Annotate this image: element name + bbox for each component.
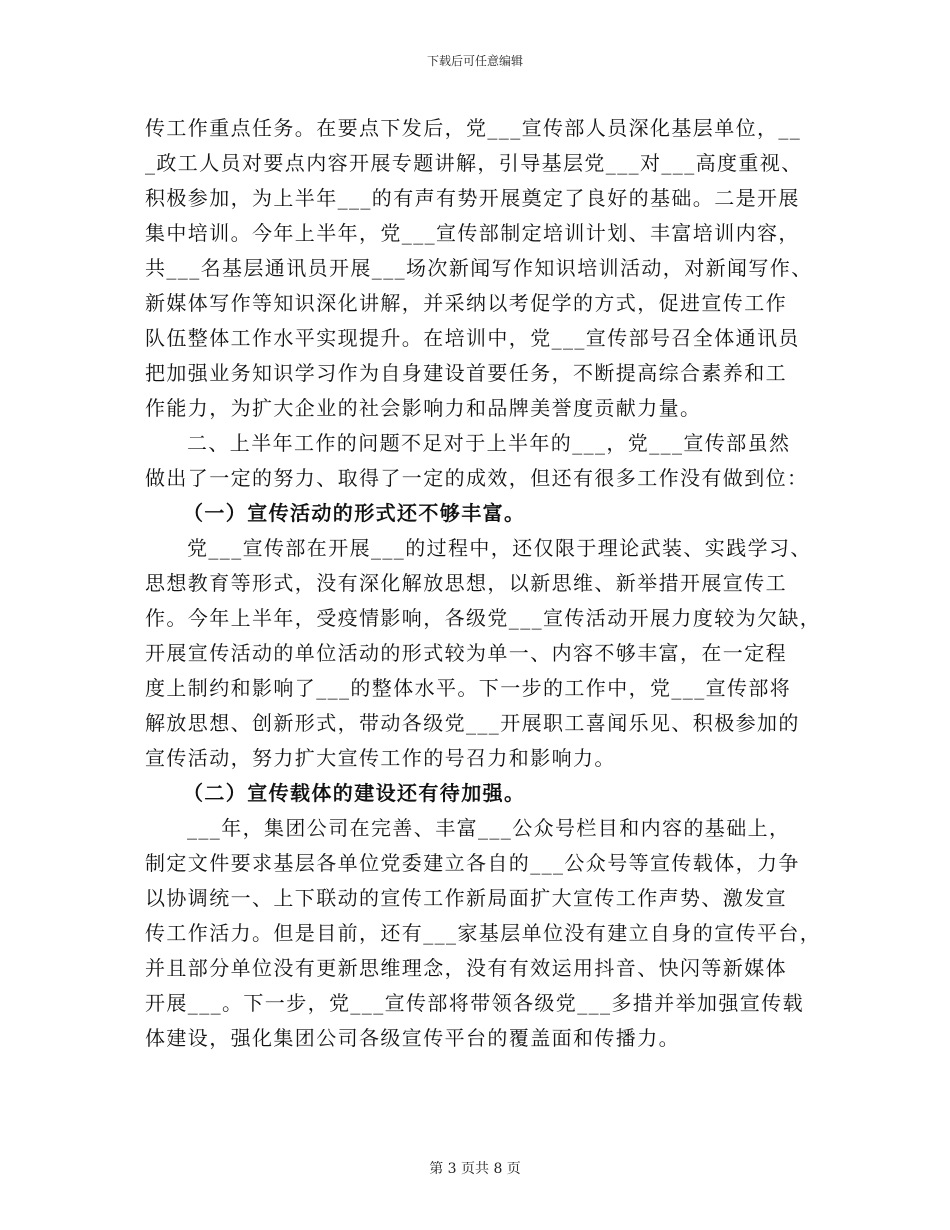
text-line: 集中培训。今年上半年，党___宣传部制定培训计划、丰富培训内容， [145, 221, 800, 245]
text-line: 传工作重点任务。在要点下发后，党___宣传部人员深化基层单位，__ [145, 116, 802, 140]
text-line: 积极参加，为上半年___的有声有势开展奠定了良好的基础。二是开展 [145, 186, 800, 210]
section-heading: （一）宣传活动的形式还不够丰富。 [183, 501, 526, 525]
text-line: ___年，集团公司在完善、丰富___公众号栏目和内容的基础上， [187, 816, 791, 840]
text-line: 作。今年上半年，受疫情影响，各级党___宣传活动开展力度较为欠缺， [145, 606, 822, 630]
text-line: 思想教育等形式，没有深化解放思想，以新思维、新举措开展宣传工 [145, 571, 787, 595]
text-line: 二、上半年工作的问题不足对于上半年的___，党___宣传部虽然 [187, 431, 791, 455]
document-body [145, 111, 822, 1056]
text-line: 把加强业务知识学习作为自身建设首要任务，不断提高综合素养和工 [145, 361, 787, 385]
text-line: 新媒体写作等知识深化讲解，并采纳以考促学的方式，促进宣传工作 [145, 291, 787, 315]
text-line: 队伍整体工作水平实现提升。在培训中，党___宣传部号召全体通讯员 [145, 326, 800, 350]
text-line: 开展___。下一步，党___宣传部将带领各级党___多措并举加强宣传载 [145, 991, 804, 1015]
text-line: 制定文件要求基层各单位党委建立各自的___公众号等宣传载体，力争 [145, 851, 800, 875]
text-line: 体建设，强化集团公司各级宣传平台的覆盖面和传播力。 [145, 1026, 680, 1050]
text-line: 开展宣传活动的单位活动的形式较为单一、内容不够丰富，在一定程 [145, 641, 787, 665]
text-line: 以协调统一、上下联动的宣传工作新局面扩大宣传工作声势、激发宣 [145, 886, 787, 910]
text-line: 宣传活动，努力扩大宣传工作的号召力和影响力。 [145, 746, 616, 770]
text-line: 作能力，为扩大企业的社会影响力和品牌美誉度贡献力量。 [145, 396, 702, 420]
text-line: 并且部分单位没有更新思维理念，没有有效运用抖音、快闪等新媒体 [145, 956, 787, 980]
text-line: 解放思想、创新形式，带动各级党___开展职工喜闻乐见、积极参加的 [145, 711, 800, 735]
page-footer: 第 3 页共 8 页 [429, 1161, 521, 1177]
text-line: 做出了一定的努力、取得了一定的成效，但还有很多工作没有做到位： [145, 466, 809, 490]
section-heading: （二）宣传载体的建设还有待加强。 [183, 781, 526, 805]
text-line: 传工作活力。但是目前，还有___家基层单位没有建立自身的宣传平台， [145, 921, 822, 945]
page-header: 下载后可任意编辑 [426, 54, 523, 68]
text-line: _政工人员对要点内容开展专题讲解，引导基层党___对___高度重视、 [145, 151, 803, 175]
text-line: 度上制约和影响了___的整体水平。下一步的工作中，党___宣传部将 [145, 676, 792, 700]
text-line: 党___宣传部在开展___的过程中，还仅限于理论武装、实践学习、 [187, 536, 812, 560]
text-line: 共___名基层通讯员开展___场次新闻写作知识培训活动，对新闻写作、 [145, 256, 813, 280]
